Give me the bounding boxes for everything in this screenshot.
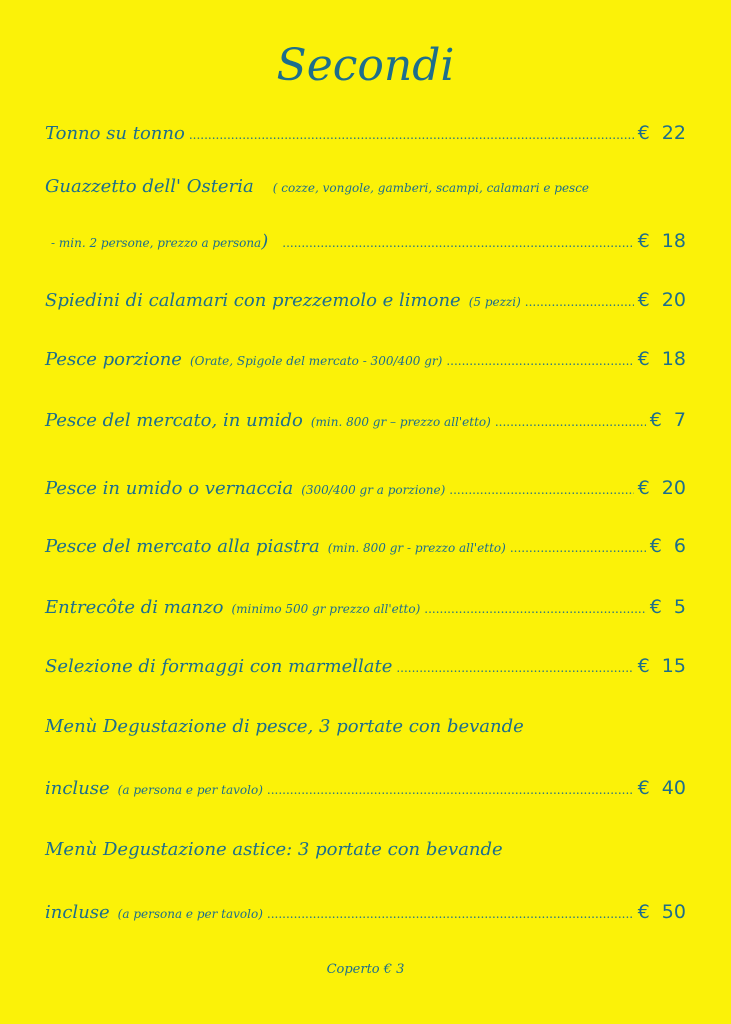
menu-item-degustazione-pesce-line2 — [45, 777, 686, 799]
cover-charge-note: Coperto € 3 — [326, 962, 405, 977]
item-name: Pesce del mercato alla piastra — [45, 536, 320, 557]
item-price: € 22 — [637, 122, 686, 144]
dot-leader — [267, 907, 634, 921]
item-note: (Orate, Spigole del mercato - 300/400 gr) — [189, 354, 443, 368]
menu-item-degustazione-astice-line1 — [45, 839, 503, 860]
item-name-continued: incluse — [45, 778, 110, 799]
dot-leader — [446, 354, 633, 368]
dot-leader — [396, 661, 633, 675]
menu-item-pesce-piastra — [45, 535, 686, 557]
menu-item-degustazione-astice-line2 — [45, 901, 686, 923]
item-price: € 15 — [637, 655, 686, 677]
page-title: Secondi — [276, 40, 455, 91]
item-name: Menù Degustazione di pesce, 3 portate con bevande — [45, 716, 524, 737]
menu-item-spiedini — [45, 289, 686, 311]
menu-item-pesce-porzione — [45, 348, 686, 370]
item-name: Pesce del mercato, in umido — [45, 410, 303, 431]
item-name: Spiedini di calamari con prezzemolo e limone — [45, 290, 461, 311]
item-note: ( cozze, vongole, gamberi, scampi, calamari e pesce — [272, 181, 590, 195]
item-name: Pesce porzione — [45, 349, 182, 370]
item-note-continued: - min. 2 persone, prezzo a persona — [51, 236, 262, 250]
menu-item-formaggi — [45, 655, 686, 677]
dot-leader — [510, 541, 646, 555]
item-note: (300/400 gr a porzione) — [301, 483, 446, 497]
item-price: € 50 — [637, 901, 686, 923]
item-price: € 5 — [649, 596, 686, 618]
menu-item-pesce-vernaccia — [45, 477, 686, 499]
item-note: (a persona e per tavolo) — [117, 907, 263, 921]
item-price: € 6 — [649, 535, 686, 557]
item-name: Entrecôte di manzo — [45, 597, 224, 618]
item-price: € 18 — [637, 230, 686, 252]
item-note: (a persona e per tavolo) — [117, 783, 263, 797]
item-price: € 40 — [637, 777, 686, 799]
dot-leader — [267, 783, 634, 797]
item-note: (min. 800 gr - prezzo all'etto) — [327, 541, 506, 555]
menu-item-degustazione-pesce-line1 — [45, 716, 524, 737]
dot-leader — [424, 602, 645, 616]
item-price: € 20 — [637, 289, 686, 311]
item-note: (min. 800 gr – prezzo all'etto) — [310, 415, 491, 429]
item-name: Pesce in umido o vernaccia — [45, 478, 294, 499]
menu-item-guazzetto-line2 — [45, 230, 686, 252]
dot-leader — [282, 236, 633, 250]
item-price: € 7 — [649, 409, 686, 431]
item-name: Selezione di formaggi con marmellate — [45, 656, 393, 677]
dot-leader — [189, 128, 634, 142]
menu-item-pesce-umido — [45, 409, 686, 431]
item-note-close: ) — [261, 231, 269, 252]
item-name: Tonno su tonno — [45, 123, 185, 144]
item-price: € 18 — [637, 348, 686, 370]
item-name: Guazzetto dell' Osteria — [45, 176, 254, 197]
menu-item-entrecote — [45, 596, 686, 618]
dot-leader — [495, 415, 646, 429]
dot-leader — [525, 295, 634, 309]
item-name-continued: incluse — [45, 902, 110, 923]
item-note: (minimo 500 gr prezzo all'etto) — [231, 602, 421, 616]
item-name: Menù Degustazione astice: 3 portate con bevande — [45, 839, 503, 860]
menu-item-tonno — [45, 122, 686, 144]
menu-item-guazzetto-line1 — [45, 176, 589, 197]
item-note: (5 pezzi) — [468, 295, 521, 309]
dot-leader — [449, 483, 633, 497]
item-price: € 20 — [637, 477, 686, 499]
